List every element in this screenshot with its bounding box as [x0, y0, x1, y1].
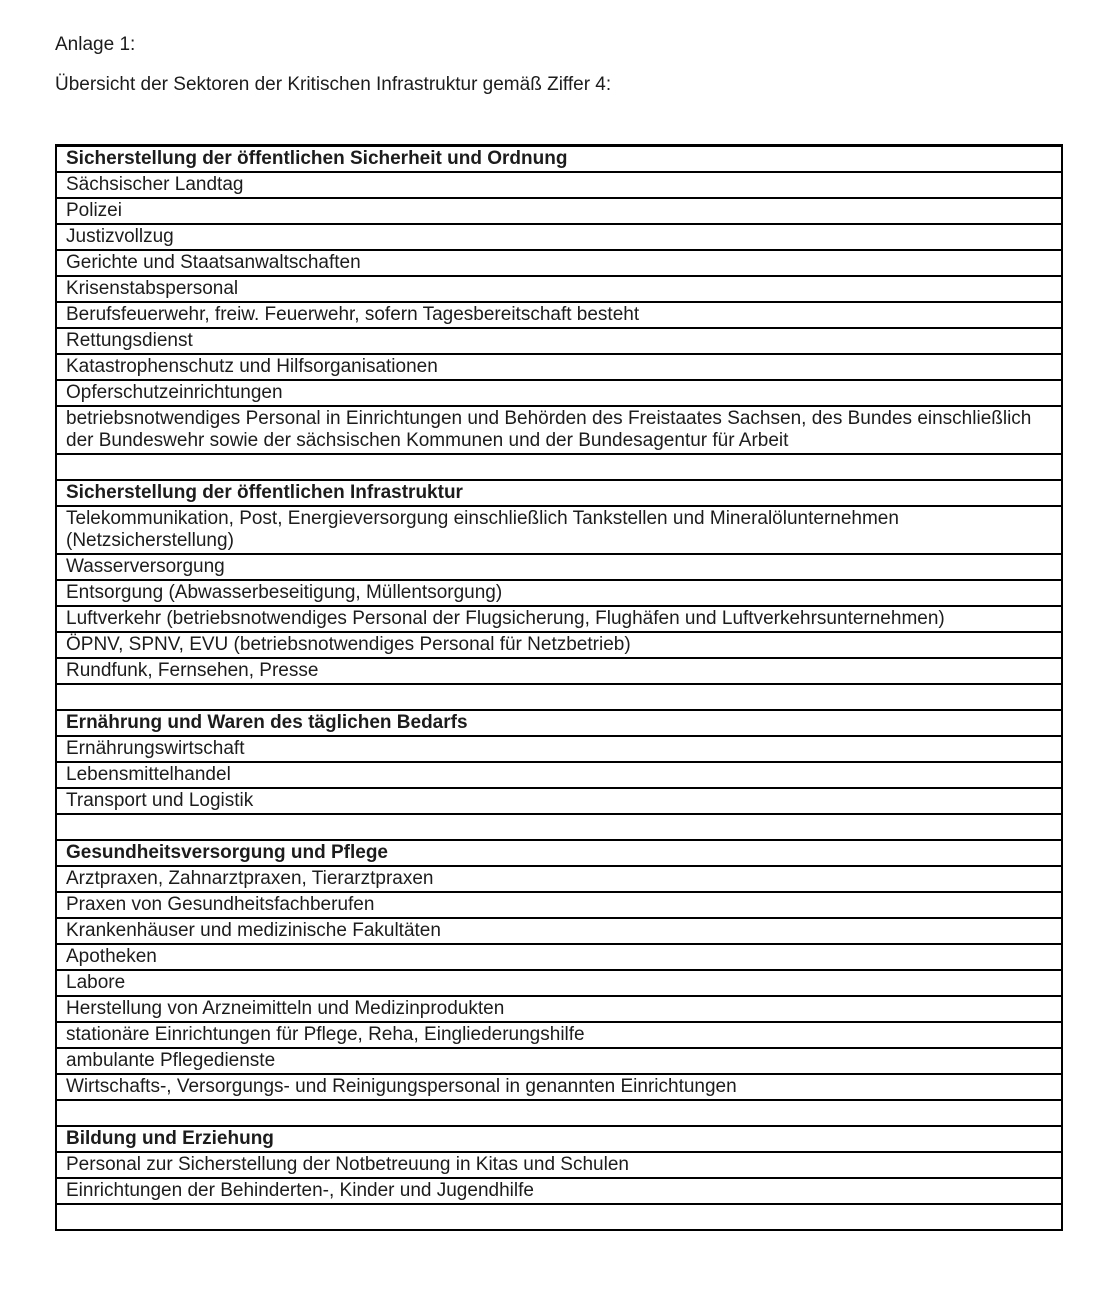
- table-row: Polizei: [57, 197, 1061, 223]
- table-row: Luftverkehr (betriebsnotwendiges Personal der Flugsicherung, Flughäfen und Luftverkehrsunternehmen): [57, 605, 1061, 631]
- table-row: Justizvollzug: [57, 223, 1061, 249]
- table-row: Wirtschafts-, Versorgungs- und Reinigungspersonal in genannten Einrichtungen: [57, 1073, 1061, 1099]
- attachment-label: Anlage 1:: [55, 34, 136, 55]
- spacer-row: [57, 683, 1061, 709]
- table-row: Rundfunk, Fernsehen, Presse: [57, 657, 1061, 683]
- table-row: betriebsnotwendiges Personal in Einrichtungen und Behörden des Freistaates Sachsen, des Bundes einschließlich der Bundeswehr sowie der sächsischen Kommunen und der Bundesagentur für Arbeit: [57, 405, 1061, 453]
- table-row: Telekommunikation, Post, Energieversorgung einschließlich Tankstellen und Mineralölunternehmen (Netzsicherstellung): [57, 505, 1061, 553]
- table-row: Personal zur Sicherstellung der Notbetreuung in Kitas und Schulen: [57, 1151, 1061, 1177]
- spacer-row: [57, 1203, 1061, 1229]
- table-row: Krankenhäuser und medizinische Fakultäten: [57, 917, 1061, 943]
- table-row: Opferschutzeinrichtungen: [57, 379, 1061, 405]
- table-row: ÖPNV, SPNV, EVU (betriebsnotwendiges Personal für Netzbetrieb): [57, 631, 1061, 657]
- table-row: Katastrophenschutz und Hilfsorganisationen: [57, 353, 1061, 379]
- table-row: Sächsischer Landtag: [57, 171, 1061, 197]
- sector-table: [55, 144, 1063, 1231]
- table-row: Arztpraxen, Zahnarztpraxen, Tierarztpraxen: [57, 865, 1061, 891]
- table-row: Wasserversorgung: [57, 553, 1061, 579]
- table-row: ambulante Pflegedienste: [57, 1047, 1061, 1073]
- table-row: Transport und Logistik: [57, 787, 1061, 813]
- spacer-row: [57, 453, 1061, 479]
- table-row: Labore: [57, 969, 1061, 995]
- spacer-row: [57, 813, 1061, 839]
- table-row: Berufsfeuerwehr, freiw. Feuerwehr, sofern Tagesbereitschaft besteht: [57, 301, 1061, 327]
- table-row: Entsorgung (Abwasserbeseitigung, Müllentsorgung): [57, 579, 1061, 605]
- table-row: Lebensmittelhandel: [57, 761, 1061, 787]
- section-header-row: Bildung und Erziehung: [57, 1125, 1061, 1151]
- spacer-row: [57, 1099, 1061, 1125]
- table-row: Einrichtungen der Behinderten-, Kinder und Jugendhilfe: [57, 1177, 1061, 1203]
- table-row: Rettungsdienst: [57, 327, 1061, 353]
- table-row: Herstellung von Arzneimitteln und Medizinprodukten: [57, 995, 1061, 1021]
- table-row: Apotheken: [57, 943, 1061, 969]
- section-header-row: Gesundheitsversorgung und Pflege: [57, 839, 1061, 865]
- table-row: stationäre Einrichtungen für Pflege, Reha, Eingliederungshilfe: [57, 1021, 1061, 1047]
- table-row: Ernährungswirtschaft: [57, 735, 1061, 761]
- table-row: Gerichte und Staatsanwaltschaften: [57, 249, 1061, 275]
- page-title: Übersicht der Sektoren der Kritischen Infrastruktur gemäß Ziffer 4:: [55, 74, 612, 95]
- table-row: Krisenstabspersonal: [57, 275, 1061, 301]
- section-header-row: Sicherstellung der öffentlichen Infrastruktur: [57, 479, 1061, 505]
- table-row: Praxen von Gesundheitsfachberufen: [57, 891, 1061, 917]
- section-header-row: Sicherstellung der öffentlichen Sicherheit und Ordnung: [66, 148, 568, 169]
- section-header-row: Ernährung und Waren des täglichen Bedarfs: [57, 709, 1061, 735]
